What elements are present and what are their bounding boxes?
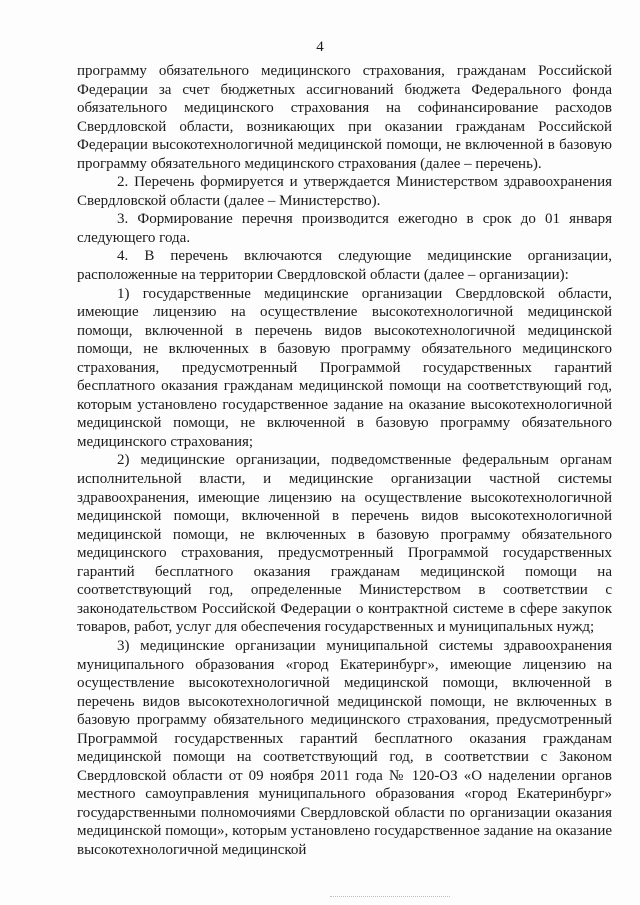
paragraph-item-4: 4. В перечень включаются следующие медицинские организации, расположенные на территории Свердловской области (далее – организации):	[77, 248, 612, 284]
paragraph-item-3: 3. Формирование перечня производится ежегодно в срок до 01 января следующего года.	[77, 211, 612, 246]
document-body	[77, 62, 612, 860]
scan-artifact	[330, 896, 450, 899]
page-number: 4	[316, 39, 324, 55]
paragraph-continuation: программу обязательного медицинского страхования, гражданам Российской Федерации за счет бюджетных ассигнований бюджета Федерального фонда обязательного медицинского страхования на софинансирование расходов Свердловской области, возникающих при оказании гражданам Российской Федерации высокотехнологичной медицинской помощи, не включенной в базовую программу обязательного медицинского страхования (далее – перечень).	[77, 63, 612, 172]
subparagraph-2: 2) медицинские организации, подведомственные федеральным органам исполнительной власти, и медицинские организации частной системы здравоохранения, имеющие лицензию на осуществление высокотехнологичной медицинской помощи, включенной в перечень видов высокотехнологичной медицинской помощи, не включенных в базовую программу обязательного медицинского страхования, предусмотренный Программой государственных гарантий бесплатного оказания гражданам медицинской помощи на соответствующий год, определенные Министерством в соответствии с законодательством Российской Федерации о контрактной системе в сфере закупок товаров, работ, услуг для обеспечения государственных и муниципальных нужд;	[77, 452, 612, 636]
paragraph-item-2: 2. Перечень формируется и утверждается Министерством здравоохранения Свердловской области (далее – Министерство).	[77, 174, 612, 209]
subparagraph-1: 1) государственные медицинские организации Свердловской области, имеющие лицензию на осуществление высокотехнологичной медицинской помощи, включенной в перечень видов высокотехнологичной медицинской помощи, не включенных в базовую программу обязательного медицинского страхования, предусмотренный Программой государственных гарантий бесплатного оказания гражданам медицинской помощи на соответствующий год, которым установлено государственное задание на оказание высокотехнологичной медицинской помощи, не включенной в базовую программу обязательного медицинского страхования;	[77, 285, 612, 450]
subparagraph-3: 3) медицинские организации муниципальной системы здравоохранения муниципального образования «город Екатеринбург», имеющие лицензию на осуществление высокотехнологичной медицинской помощи, включенной в перечень видов высокотехнологичной медицинской помощи, не включенных в базовую программу обязательного медицинского страхования, предусмотренный Программой государственных гарантий бесплатного оказания гражданам медицинской помощи на соответствующий год, в соответствии с Законом Свердловской области от 09 ноября 2011 года № 120-ОЗ «О наделении органов местного самоуправления муниципального образования «город Екатеринбург» государственными полномочиями Свердловской области по организации оказания медицинской помощи», которым установлено государственное задание на оказание высокотехнологичной медицинской	[77, 637, 612, 858]
